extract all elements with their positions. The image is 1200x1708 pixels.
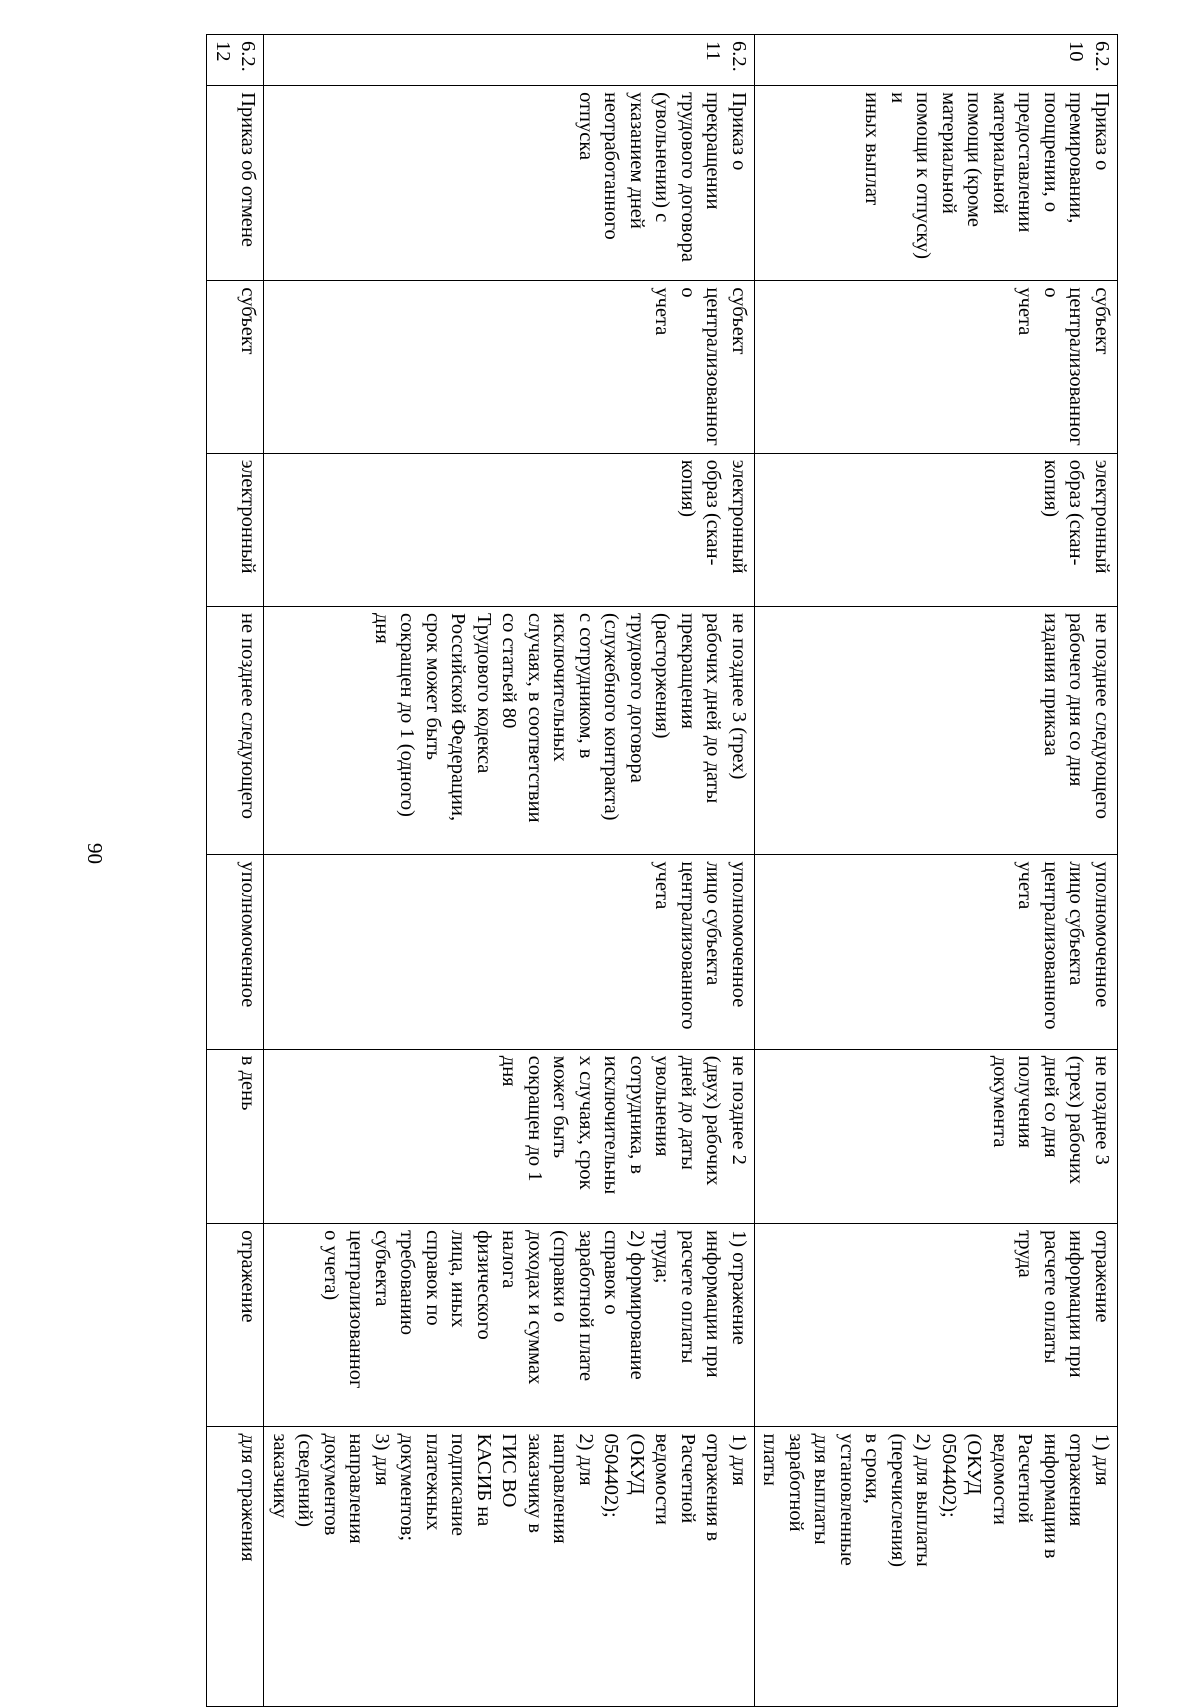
document-usage: 1) для отражения в Расчетной ведомости (ОКУД 0504402); 2) для направления заказчику в ГИС ВО КАСИБ на подписание платежных документов; 3) для направления документов (сведений) заказчику bbox=[264, 1427, 755, 1707]
row-number: 6.2.10 bbox=[755, 35, 1118, 86]
document-purpose: 1) отражение информации при расчете оплаты труда; 2) формирование справок о заработной плате (справки о доходах и суммах налога физического лица, иных справок по требованию субъекта централизованног о учета) bbox=[264, 1224, 755, 1427]
processing-term: не позднее 2 (двух) рабочих дней до даты увольнения сотрудника, в исключительны х случаях, срок может быть сокращен до 1 дня bbox=[264, 1049, 755, 1223]
table-row bbox=[264, 35, 755, 1707]
row-number: 6.2.12 bbox=[207, 35, 264, 86]
document-creator: субъект централизованного учета bbox=[755, 281, 1118, 453]
document-purpose: отражение информации при расчете оплаты труда bbox=[755, 1224, 1118, 1427]
document-recipient: уполномоченное лицо субъекта централизованного учета bbox=[755, 855, 1118, 1049]
document-sheet bbox=[40, 34, 1118, 1707]
document-purpose: отражение bbox=[207, 1224, 264, 1427]
table-row bbox=[207, 35, 264, 1707]
document-usage: 1) для отражения информации в Расчетной ведомости (ОКУД 0504402); 2) для выплаты (перечисления) в сроки, установленные для выплаты заработной платы bbox=[755, 1427, 1118, 1707]
document-name: Приказ об отмене bbox=[207, 86, 264, 281]
page-number: 90 bbox=[83, 843, 107, 864]
submission-deadline: не позднее следующего bbox=[207, 606, 264, 854]
document-recipient: уполномоченное лицо субъекта централизованного учета bbox=[264, 855, 755, 1049]
document-usage: для отражения bbox=[207, 1427, 264, 1707]
processing-term: не позднее 3 (трех) рабочих дней со дня получения документа bbox=[755, 1049, 1118, 1223]
submission-deadline: не позднее следующего рабочего дня со дня издания приказа bbox=[755, 606, 1118, 854]
documents-table bbox=[207, 34, 1119, 1707]
submission-deadline: не позднее 3 (трех) рабочих дней до даты прекращения (расторжения) трудового договора (служебного контракта) с сотрудником, в исключительных случаях, в соответствии со статьей 80 Трудового кодекса Российской Федерации, срок может быть сокращен до 1 (одного) дня bbox=[264, 606, 755, 854]
document-creator: субъект централизованного учета bbox=[264, 281, 755, 453]
document-recipient: уполномоченное bbox=[207, 855, 264, 1049]
document-name: Приказ о премировании, поощрении, о предоставлении материальной помощи (кроме материальной помощи к отпуску) и иных выплат bbox=[755, 86, 1118, 281]
document-form: электронный образ (скан- копия) bbox=[755, 453, 1118, 606]
row-number: 6.2.11 bbox=[264, 35, 755, 86]
processing-term: в день bbox=[207, 1049, 264, 1223]
document-form: электронный bbox=[207, 453, 264, 606]
document-form: электронный образ (скан- копия) bbox=[264, 453, 755, 606]
document-name: Приказ о прекращении трудового договора (увольнении) с указанием дней неотработанного отпуска bbox=[264, 86, 755, 281]
table-row bbox=[755, 35, 1118, 1707]
document-creator: субъект bbox=[207, 281, 264, 453]
